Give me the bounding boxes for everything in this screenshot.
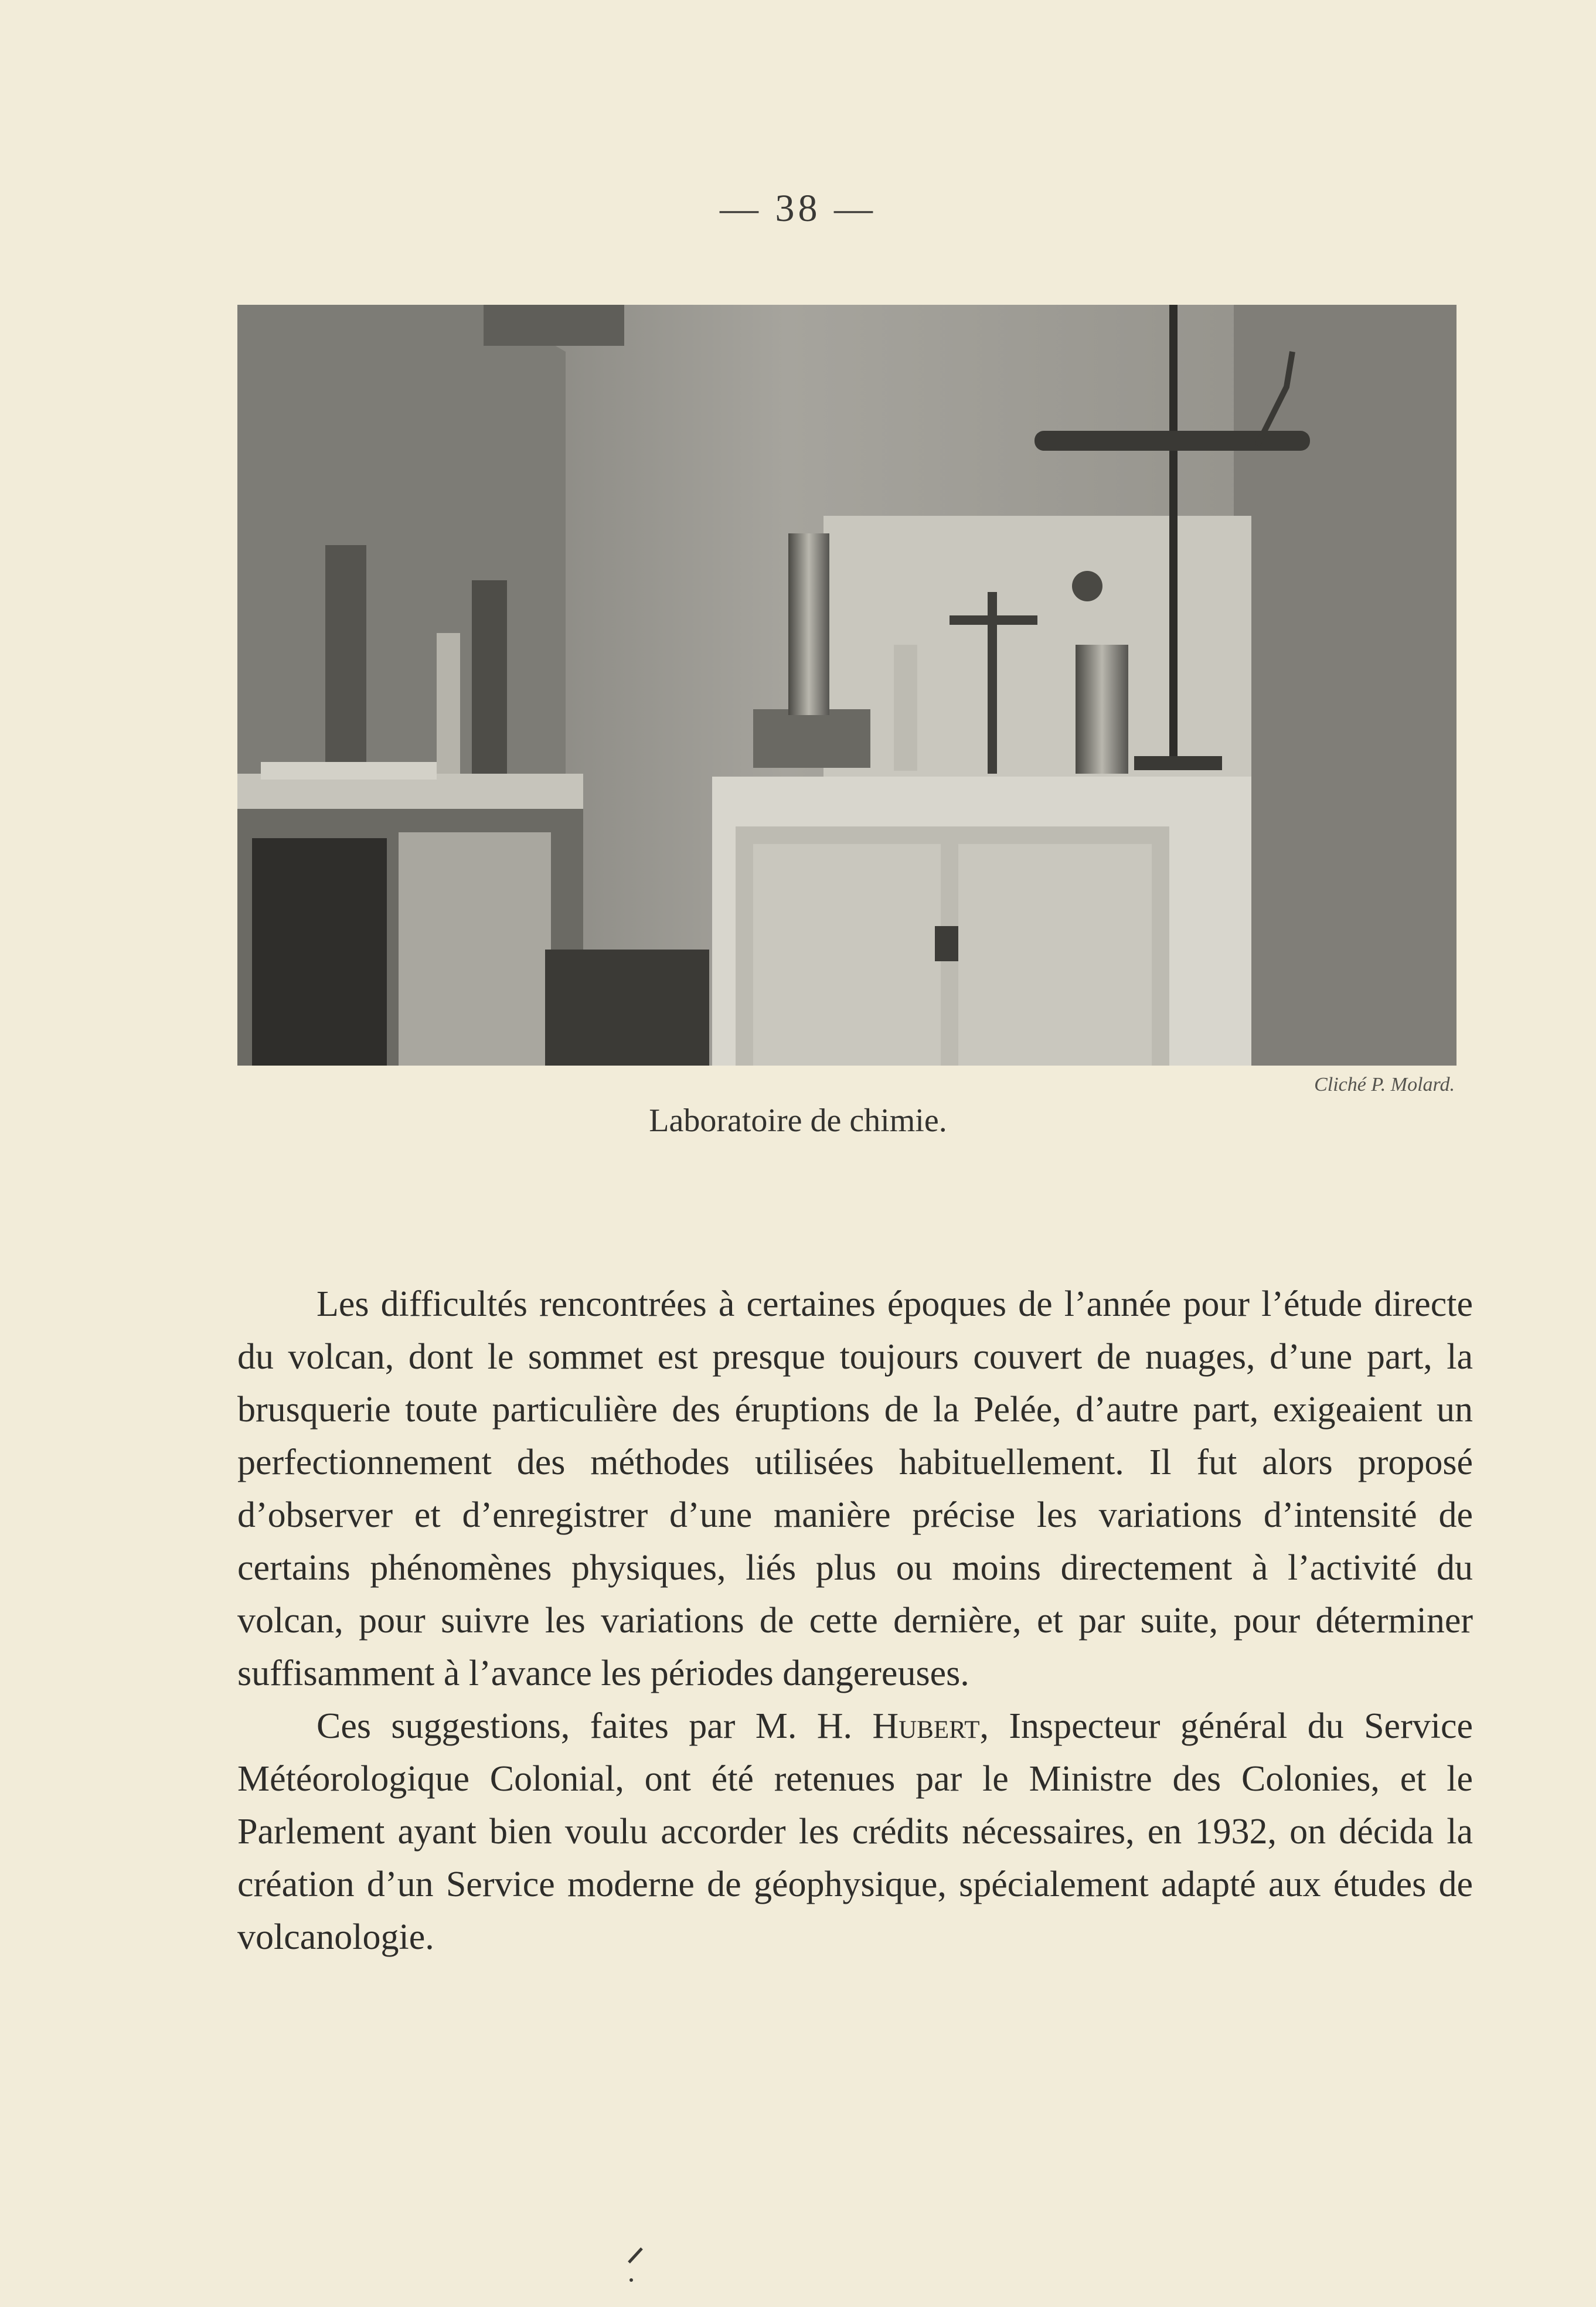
figure-caption: Laboratoire de chimie. (649, 1103, 947, 1139)
pen-mark (624, 2245, 648, 2286)
page-number: — 38 — (720, 187, 876, 230)
photo-credit: Cliché P. Molard. (1314, 1074, 1455, 1095)
paragraph-text: , Inspecteur général du Service Météorologique Colonial, ont été retenues par le Ministre des Colonies, et le Parlement ayant bien voulu accorder les crédits nécessaires, en 1932, on décida la création d’un Service moderne de géophysique, spécialement adapté aux études de volcanologie. (237, 1706, 1473, 1957)
body-text (237, 1278, 1473, 1964)
paragraph-text: Ces suggestions, faites par M. H. (317, 1706, 873, 1746)
paragraph: Les difficultés rencontrées à certaines époques de l’année pour l’étude directe du volcan, dont le sommet est presque toujours couvert de nuages, d’une part, la brusquerie toute particulière des éruptions de la Pelée, d’autre part, exigeaient un perfectionnement des méthodes utilisées habituellement. Il fut alors proposé d’observer et d’enregistrer d’une manière précise les variations d’intensité de certains phénomènes physiques, liés plus ou moins directement à l’activité du volcan, pour suivre les variations de cette dernière, et par suite, pour déterminer suffisamment à l’avance les périodes dangereuses. (237, 1284, 1473, 1693)
laboratory-photo (237, 305, 1457, 1066)
author-name: Hubert (872, 1706, 980, 1746)
paragraph (237, 1700, 1473, 1964)
